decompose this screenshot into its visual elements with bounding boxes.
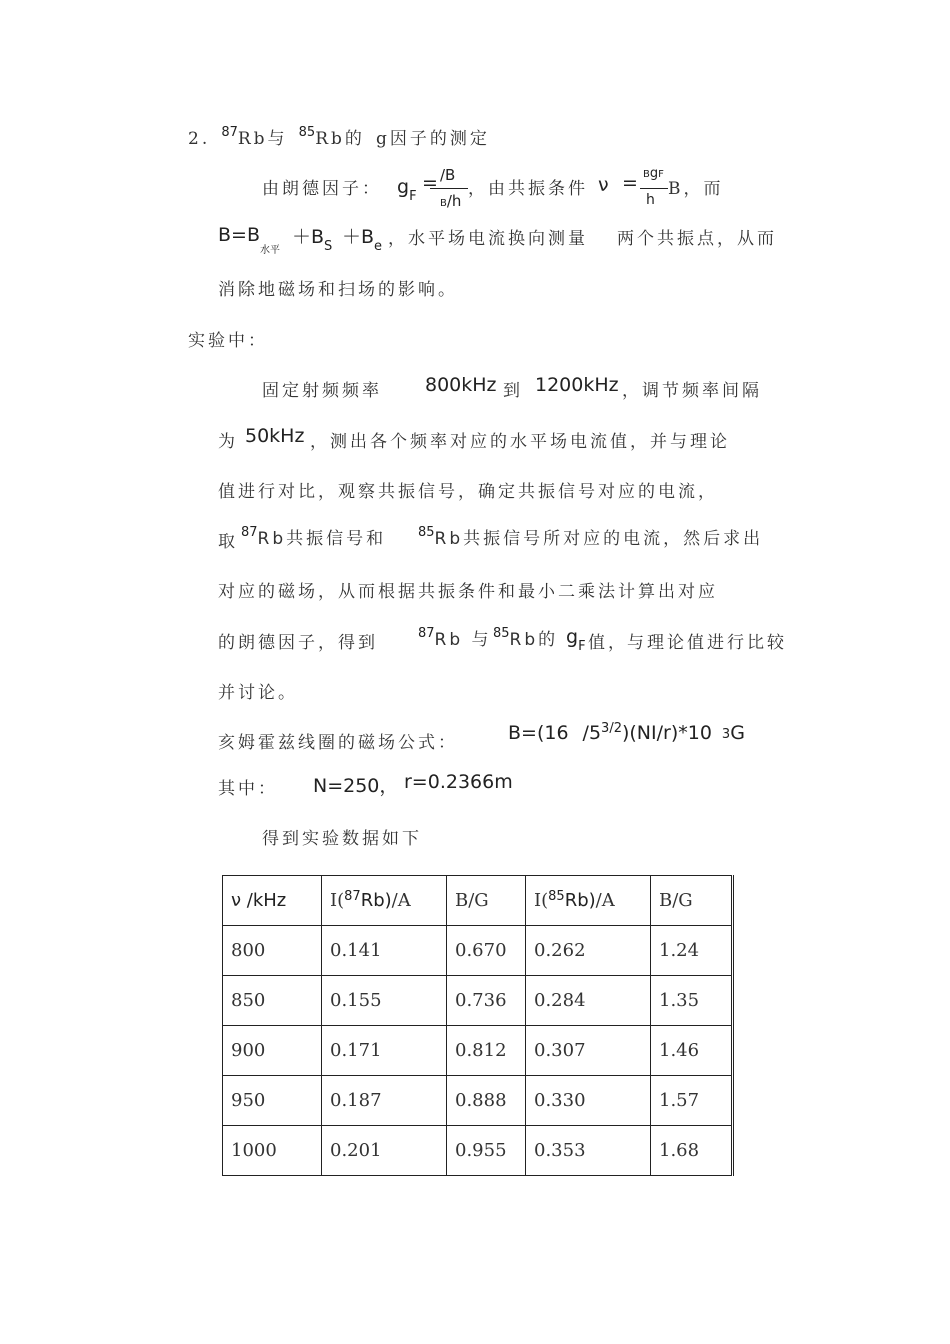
heading-text: g <box>375 129 390 149</box>
paragraph-text: 亥姆霍兹线圈的磁场公式： <box>218 733 458 753</box>
isotope-87: $^{87}$Rb 与 <box>418 626 492 650</box>
paragraph-text: 的朗德因子，得到 <box>218 633 378 653</box>
paragraph-text: B，而 <box>668 179 724 199</box>
field-B-sweep: $+B_S$ <box>292 226 333 254</box>
gF-symbol: $g_F$ <box>397 176 417 204</box>
paragraph-text: 并讨论。 <box>218 683 298 703</box>
paragraph-text: 对应的磁场，从而根据共振条件和最小二乘法计算出对应 <box>218 582 718 602</box>
heading-text: Rb的 <box>315 129 365 149</box>
frequency-value: 50kHz <box>245 425 305 447</box>
nu-symbol: ν <box>598 174 609 196</box>
section-label: 实验中： <box>188 331 268 351</box>
cell-current-87: 0.187 <box>322 1076 447 1126</box>
table-row <box>223 926 733 976</box>
data-table <box>222 875 734 1176</box>
paragraph-text: 由朗德因子： <box>262 179 382 199</box>
coil-radius: r=0.2366m <box>404 771 513 793</box>
field-B-earth: $+B_e$ <box>342 226 383 254</box>
cell-current-87: 0.201 <box>322 1126 447 1176</box>
resonance-numerator: BgF <box>643 166 664 181</box>
cell-frequency: 900 <box>223 1026 322 1076</box>
cell-current-85: 0.330 <box>526 1076 651 1126</box>
helmholtz-formula: B=(16 $/5^{3/2})(NI/r)*10$ 3G <box>508 721 745 744</box>
header-current-85: I($^{85}$Rb)/A <box>526 876 651 926</box>
isotope-mass: 85 <box>298 125 316 140</box>
cell-current-85: 0.284 <box>526 976 651 1026</box>
table-row <box>223 1076 733 1126</box>
heading-number: 2. <box>188 129 211 149</box>
cell-field-85: 1.57 <box>651 1076 733 1126</box>
cell-frequency: 850 <box>223 976 322 1026</box>
paragraph-text: ，测出各个频率对应的水平场电流值，并与理论 <box>310 432 730 452</box>
equals-sign: = <box>622 172 638 194</box>
cell-field-85: 1.68 <box>651 1126 733 1176</box>
paragraph-text: 与理论值进行比较 <box>627 633 787 653</box>
cell-field-87: 0.736 <box>447 976 526 1026</box>
isotope-87: $^{87}$Rb共振信号和 <box>241 525 387 549</box>
paragraph-text: ，水平场电流换向测量 <box>388 229 588 249</box>
header-field-87: B/G <box>447 876 526 926</box>
paragraph-text: 值， <box>588 633 628 653</box>
paragraph-text: ，调节频率间隔 <box>622 381 762 401</box>
paragraph-text: 到 <box>503 381 523 401</box>
isotope-85: $^{85}$Rb共振信号所对应的电流，然后求出 <box>418 525 764 549</box>
fraction-denominator: B/h <box>440 192 462 210</box>
paragraph-text: ，由共振条件 <box>468 179 588 199</box>
header-frequency: ν /kHz <box>223 876 322 926</box>
paragraph-text: 为 <box>218 432 238 452</box>
fraction-numerator: /B <box>440 166 456 184</box>
cell-current-87: 0.141 <box>322 926 447 976</box>
heading-text: Rb与 <box>237 129 288 149</box>
paragraph-text: 消除地磁场和扫场的影响。 <box>218 280 458 300</box>
heading-text: 因子的测定 <box>389 129 490 149</box>
cell-field-85: 1.46 <box>651 1026 733 1076</box>
resonance-denominator: h <box>646 192 655 208</box>
table-row <box>223 976 733 1026</box>
table-header-row <box>223 876 733 926</box>
cell-current-87: 0.171 <box>322 1026 447 1076</box>
coil-turns: N=250， <box>313 775 399 797</box>
cell-current-85: 0.353 <box>526 1126 651 1176</box>
cell-field-87: 0.955 <box>447 1126 526 1176</box>
table-row <box>223 1026 733 1076</box>
paragraph-text: 值进行对比，观察共振信号，确定共振信号对应的电流， <box>218 482 718 502</box>
header-field-85: B/G <box>651 876 733 926</box>
section-heading <box>188 124 490 149</box>
fraction-bar <box>430 188 468 189</box>
isotope-mass: 87 <box>221 125 238 140</box>
cell-field-87: 0.888 <box>447 1076 526 1126</box>
cell-current-85: 0.307 <box>526 1026 651 1076</box>
cell-current-87: 0.155 <box>322 976 447 1026</box>
cell-current-85: 0.262 <box>526 926 651 976</box>
fraction-bar <box>640 188 668 189</box>
table-row <box>223 1126 733 1176</box>
paragraph-text: 得到实验数据如下 <box>262 829 422 849</box>
gF-symbol: $g_F$ <box>566 626 586 654</box>
cell-field-87: 0.812 <box>447 1026 526 1076</box>
equals-sign: = <box>422 172 438 194</box>
field-B-horizontal: $B=B_{水平}$ <box>218 224 280 256</box>
cell-field-85: 1.24 <box>651 926 733 976</box>
frequency-value: 800kHz <box>425 374 497 396</box>
paragraph-text: 两个共振点，从而 <box>617 229 777 249</box>
paragraph-text: 固定射频频率 <box>262 381 382 401</box>
isotope-85: $^{85}$Rb的 <box>493 626 559 650</box>
cell-field-87: 0.670 <box>447 926 526 976</box>
cell-frequency: 800 <box>223 926 322 976</box>
paragraph-text: 其中： <box>218 779 278 799</box>
paragraph-text: 取 <box>218 532 238 552</box>
cell-frequency: 1000 <box>223 1126 322 1176</box>
header-current-87: I($^{87}$Rb)/A <box>322 876 447 926</box>
frequency-value: 1200kHz <box>535 374 619 396</box>
cell-frequency: 950 <box>223 1076 322 1126</box>
cell-field-85: 1.35 <box>651 976 733 1026</box>
